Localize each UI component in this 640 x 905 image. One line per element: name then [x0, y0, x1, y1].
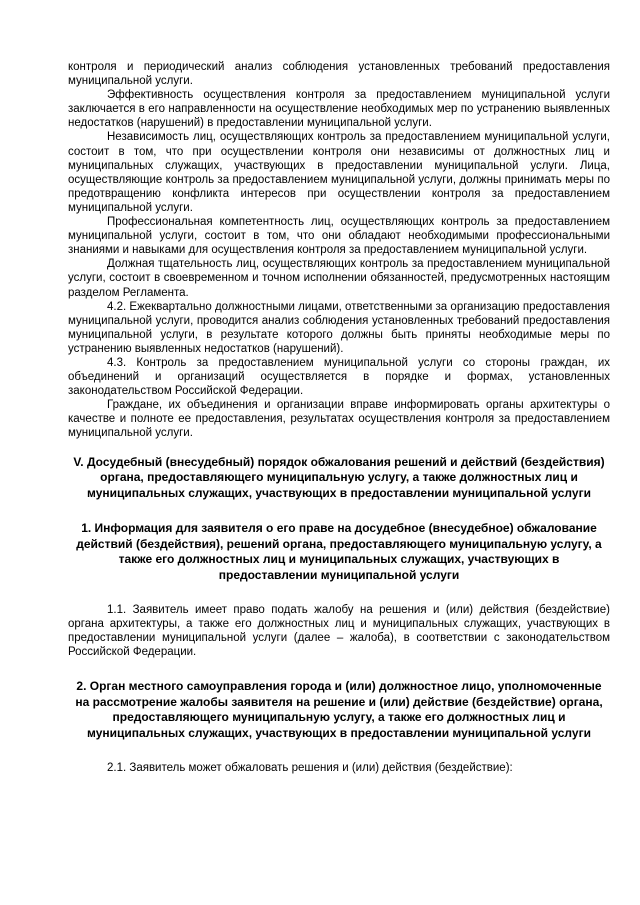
paragraph-2-1: 2.1. Заявитель может обжаловать решения и (или) действия (бездействие):	[107, 762, 513, 775]
paragraph-4-2: 4.2. Ежеквартально должностными лицами, ответственными за организацию предоставления муниципальной услуги, проводится анализ соблюдения установленных требований предоставления муниципальной услуги, в результате которого должны быть приняты необходимые меры по устранению выявленных недостатков (нарушений).	[68, 300, 610, 355]
section-heading-v: V. Досудебный (внесудебный) порядок обжалования решений и действий (бездействия) органа, предоставляющего муниципальную услугу, а также должностных лиц и муниципальных служащих, участвующих в предоставлении муниципальной услуги	[73, 454, 605, 500]
paragraph-diligence: Должная тщательность лиц, осуществляющих контроль за предоставлением муниципальной услуги, состоит в своевременном и точном исполнении обязанностей, предусмотренных настоящим разделом Регламента.	[68, 258, 610, 299]
paragraph-efficiency: Эффективность осуществления контроля за предоставлением муниципальной услуги заключается в его направленности на осуществление необходимых мер по устранению выявленных недостатков (нарушений) в предоставлении муниципальной услуги.	[68, 89, 610, 130]
paragraph-independence: Независимость лиц, осуществляющих контроль за предоставлением муниципальной услуги, состоит в том, что при осуществлении контроля они независимы от должностных лиц и муниципальных служащих, участвующих в предоставлении муниципальной услуги. Лица, осуществляющие контроль за предоставлением муниципальной услуги, должны принимать меры по предотвращению конфликта интересов при осуществлении контроля за предоставлением муниципальной услуги.	[68, 131, 610, 214]
document-body	[68, 60, 610, 776]
subheading-2: 2. Орган местного самоуправления города и (или) должностное лицо, уполномоченные на рассмотрение жалобы заявителя на решение и (или) действие (бездействие) органа, предоставляющего муниципальную услугу, а также его должностных лиц и муниципальных служащих, участвующих в предоставлении муниципальной услуги	[75, 679, 603, 740]
paragraph-citizens: Граждане, их объединения и организации вправе информировать органы архитектуры о качестве и полноте ее предоставления, результатах осуществления контроля за предоставлением муниципальной услуги.	[68, 399, 610, 440]
paragraph-1-1: 1.1. Заявитель имеет право подать жалобу на решения и (или) действия (бездействие) органа архитектуры, а также его должностных лиц и муниципальных служащих, участвующих в предоставлении муниципальной услуги (далее – жалоба), в соответствии с законодательством Российской Федерации.	[68, 604, 610, 659]
paragraph-control-analysis: контроля и периодический анализ соблюдения установленных требований предоставления муниципальной услуги.	[68, 61, 610, 88]
subheading-1: 1. Информация для заявителя о его праве на досудебное (внесудебное) обжалование действий (бездействия), решений органа, предоставляющего муниципальную услугу, а также его должностных лиц и муниципальных служащих, участвующих в предоставлении муниципальной услуги	[76, 521, 602, 582]
paragraph-competence: Профессиональная компетентность лиц, осуществляющих контроль за предоставлением муниципальной услуги, состоит в том, что они обладают необходимыми профессиональными знаниями и навыками для осуществления контроля за предоставлением муниципальной услуги.	[68, 216, 610, 257]
paragraph-4-3: 4.3. Контроль за предоставлением муниципальной услуги со стороны граждан, их объединений и организаций осуществляется в порядке и формах, установленных законодательством Российской Федерации.	[68, 356, 610, 398]
